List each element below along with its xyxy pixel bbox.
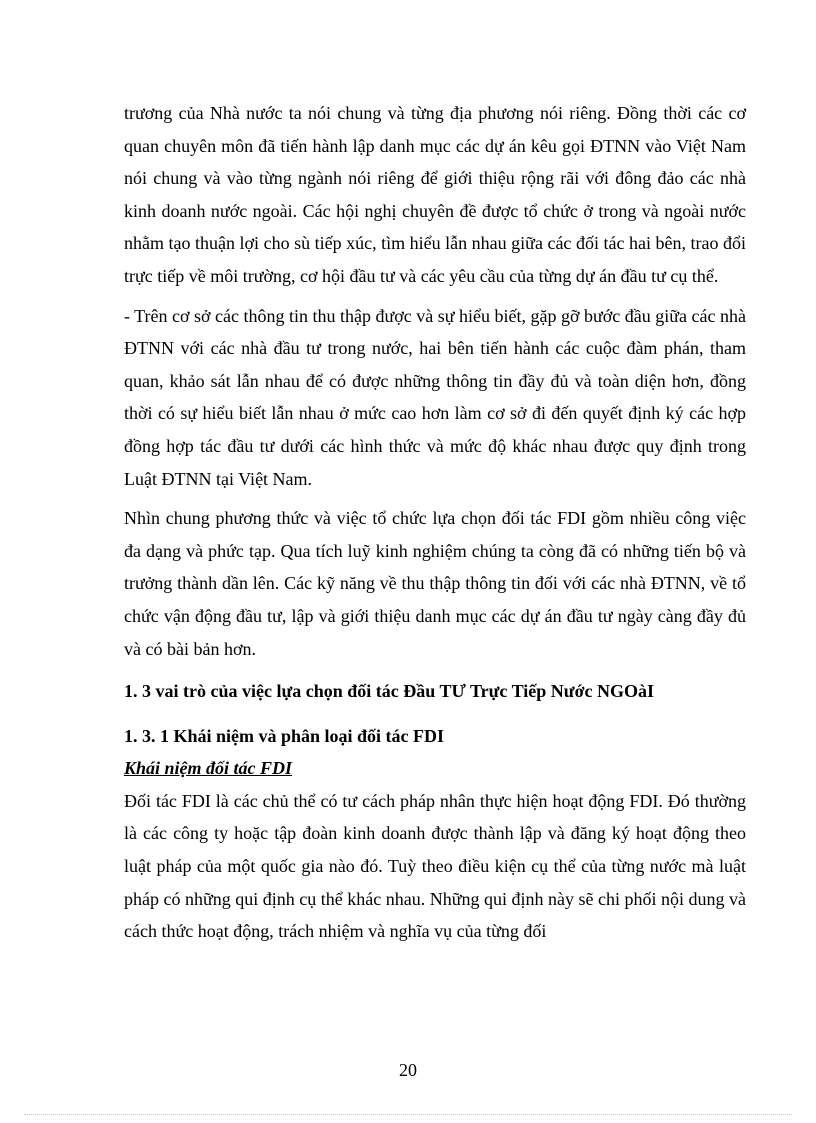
body-paragraph: Đối tác FDI là các chủ thể có tư cách pháp nhân thực hiện hoạt động FDI. Đó thường là các công ty hoặc tập đoàn kinh doanh được thành lập và đăng ký hoạt động theo luật pháp của một quốc gia nào đó. Tuỳ theo điều kiện cụ thể của từng nước mà luật pháp có những qui định cụ thể khác nhau. Những qui định này sẽ chi phối nội dung và cách thức hoạt động, trách nhiệm và nghĩa vụ của từng đối — [124, 790, 746, 942]
footer-divider — [24, 1114, 792, 1115]
body-paragraph: trương của Nhà nước ta nói chung và từng địa phương nói riêng. Đồng thời các cơ quan chuyên môn đã tiến hành lập danh mục các dự án kêu gọi ĐTNN vào Việt Nam nói chung và vào từng ngành nói riêng để giới thiệu rộng rãi với đông đảo các nhà kinh doanh nước ngoài. Các hội nghị chuyên đề được tổ chức ở trong và ngoài nước nhằm tạo thuận lợi cho sù tiếp xúc, tìm hiểu lẫn nhau giữa các đối tác hai bên, trao đổi trực tiếp về môi trường, cơ hội đầu tư và các yêu cầu của từng dự án đầu tư cụ thể. — [124, 103, 746, 286]
document-page — [124, 97, 746, 948]
page-number: 20 — [399, 1060, 417, 1080]
body-paragraph: - Trên cơ sở các thông tin thu thập được và sự hiểu biết, gặp gỡ bước đầu giữa các nhà ĐTNN với các nhà đầu tư trong nước, hai bên tiến hành các cuộc đàm phán, tham quan, khảo sát lẫn nhau để có được những thông tin đầy đủ và toàn diện hơn, đồng thời có sự hiểu biết lẫn nhau ở mức cao hơn làm cơ sở đi đến quyết định ký các hợp đồng hợp tác đầu tư dưới các hình thức và mức độ khác nhau được quy định trong Luật ĐTNN tại Việt Nam. — [124, 305, 746, 489]
section-heading: 1. 3 vai trò của việc lựa chọn đối tác Đầu TƯ Trực Tiếp Nước NGOàI — [124, 681, 655, 702]
subsection-heading: 1. 3. 1 Khái niệm và phân loại đối tác FDI — [124, 725, 445, 746]
sub-subsection-heading: Khái niệm đối tác FDI — [124, 758, 293, 779]
body-paragraph: Nhìn chung phương thức và việc tổ chức lựa chọn đối tác FDI gồm nhiều công việc đa dạng và phức tạp. Qua tích luỹ kinh nghiệm chúng ta còng đã có những tiến bộ và trưởng thành dần lên. Các kỹ năng về thu thập thông tin đối với các nhà ĐTNN, về tổ chức vận động đầu tư, lập và giới thiệu danh mục các dự án đầu tư ngày càng đầy đủ và có bài bản hơn. — [124, 508, 746, 659]
